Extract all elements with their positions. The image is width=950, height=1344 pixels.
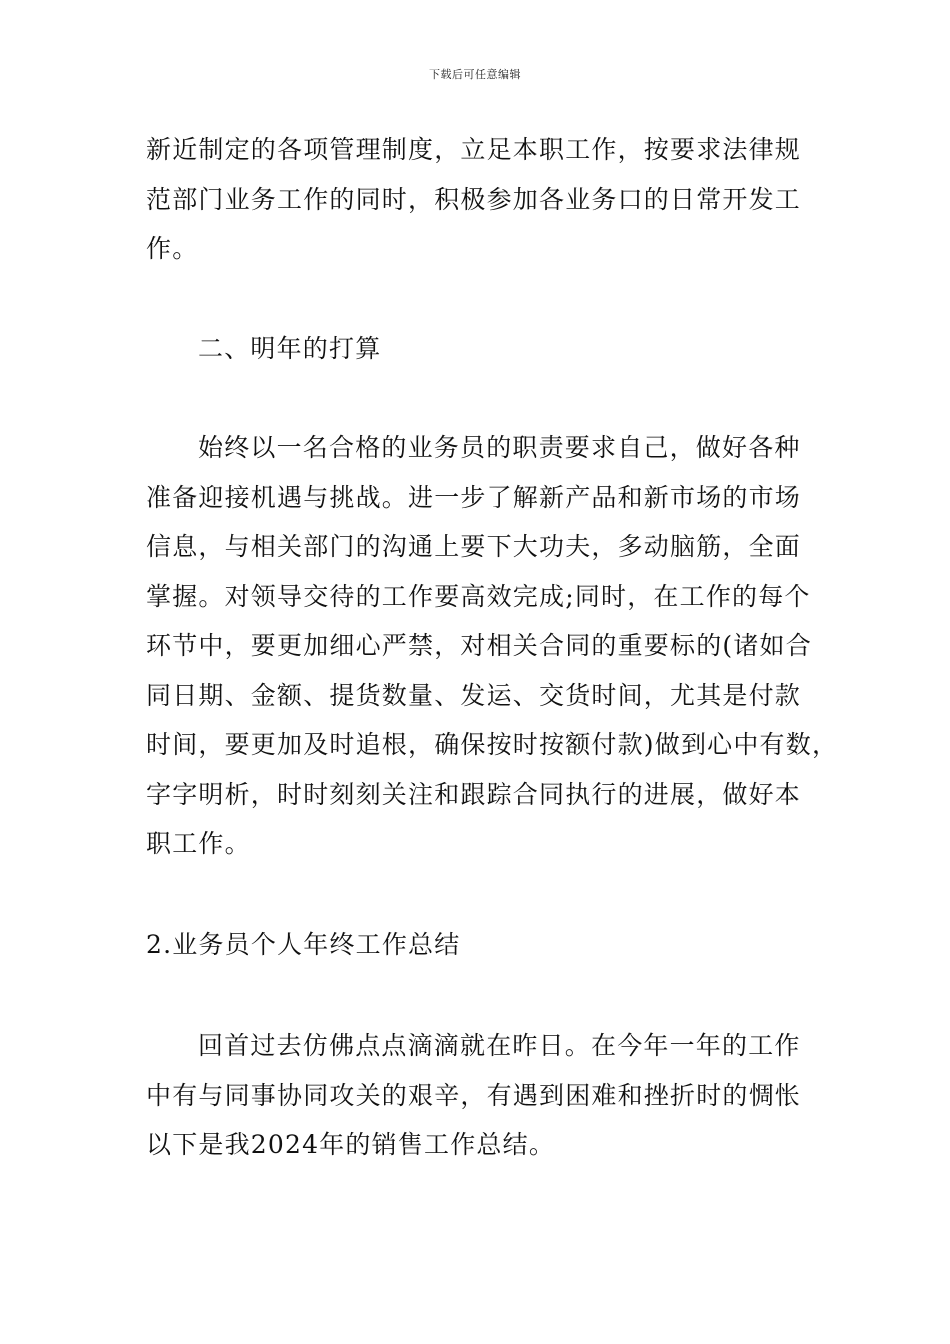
paragraph-line: 同日期、金额、提货数量、发运、交货时间，尤其是付款 [146,680,802,710]
paragraph-line: 回首过去仿佛点点滴滴就在昨日。在今年一年的工作 [198,1031,801,1060]
paragraph-line: 环节中，要更加细心严禁，对相关合同的重要标的(诸如合 [146,631,812,660]
paragraph-1 [146,125,826,274]
paragraph-3 [146,1021,826,1170]
paragraph-line: 新近制定的各项管理制度，立足本职工作，按要求法律规 [146,135,802,164]
paragraph-line: 以下是我2024年的销售工作总结。 [146,1130,556,1159]
paragraph-line: 时间，要更加及时追根，确保按时按额付款)做到心中有数， [146,730,839,759]
paragraph-line: 信息，与相关部门的沟通上要下大功夫，多动脑筋，全面 [146,532,802,561]
paragraph-line: 范部门业务工作的同时，积极参加各业务口的日常开发工 [146,184,802,214]
paragraph-line: 掌握。对领导交待的工作要高效完成;同时，在工作的每个 [146,581,811,611]
section-heading-text: 二、明年的打算 [198,334,382,363]
page-header-note: 下载后可任意编辑 [429,68,521,81]
paragraph-line: 字字明析，时时刻刻关注和跟踪合同执行的进展，做好本 [146,779,802,809]
paragraph-2 [146,423,839,869]
section-heading-text: 2.业务员个人年终工作总结 [146,930,461,959]
paragraph-line: 职工作。 [146,829,251,858]
paragraph-line: 始终以一名合格的业务员的职责要求自己，做好各种 [198,433,801,462]
section-heading-plans [146,324,826,374]
section-heading-summary [146,920,826,970]
paragraph-line: 准备迎接机遇与挑战。进一步了解新产品和新市场的市场 [146,482,802,512]
paragraph-line: 中有与同事协同攻关的艰辛，有遇到困难和挫折时的惆怅 [146,1080,802,1110]
paragraph-line: 作。 [146,234,199,263]
